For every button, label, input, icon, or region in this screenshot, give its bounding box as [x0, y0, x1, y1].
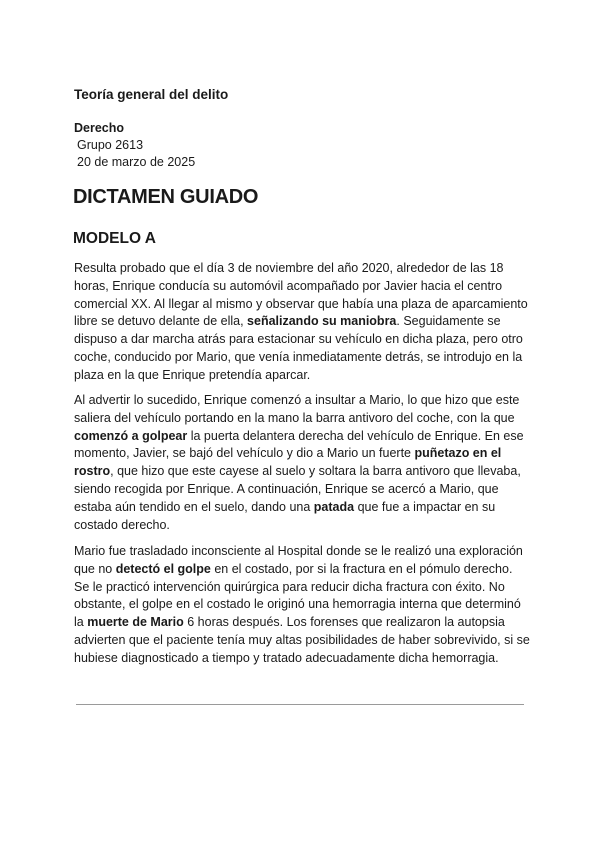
emphasis-text: detectó el golpe [115, 561, 211, 576]
paragraph-1 [74, 260, 530, 385]
subject-label: Derecho [74, 121, 125, 135]
course-title: Teoría general del delito [74, 87, 229, 102]
paragraph-text: Resulta probado que el día 3 de noviembre del año 2020, alrededor de las 18 horas, Enrique conducía su automóvil acompañado por Javier hacia el centro comercial XX. Al llegar al mismo y observar que había una plaza de aparcamiento libre se detuvo delante de ella, [74, 261, 528, 329]
emphasis-text: patada [313, 499, 355, 514]
emphasis-text: comenzó a golpear [74, 428, 188, 443]
model-title: MODELO A [73, 230, 156, 247]
paragraph-2 [74, 392, 530, 534]
paragraph-3 [74, 543, 530, 668]
document-title: DICTAMEN GUIADO [73, 186, 259, 208]
paragraph-text: que fue a impactar en su costado derecho. [74, 499, 496, 532]
group-label: Grupo 2613 [77, 138, 144, 152]
paragraph-text: . Seguidamente se dispuso a dar marcha atrás para estacionar su vehículo en dicha plaza, pero otro coche, conducido por Mario, que venía inmediatamente detrás, se introdujo en la plaza en la que Enrique pretendía aparcar. [74, 314, 523, 382]
paragraph-text: 6 horas después. Los forenses que realizaron la autopsia advierten que el paciente tenía muy altas posibilidades de haber sobrevivido, si se hubiese diagnosticado a tiempo y tratado adecuadamente dicha hemorragia. [74, 615, 530, 665]
emphasis-text: puñetazo en el rostro [74, 446, 502, 479]
paragraph-text: , que hizo que este cayese al suelo y soltara la barra antivoro que llevaba, siendo recogida por Enrique. A continuación, Enrique se acercó a Mario, que estaba aún tendido en el suelo, dando una [74, 464, 521, 514]
emphasis-text: muerte de Mario [87, 615, 184, 630]
paragraph-text: en el costado, por si la fractura en el pómulo derecho. Se le practicó intervención quirúrgica para reducir dicha fractura con éxito. No obstante, el golpe en el costado le originó una hemorragia interna que determinó la [74, 561, 521, 630]
date-label: 20 de marzo de 2025 [77, 155, 196, 169]
paragraph-text: Mario fue trasladado inconsciente al Hospital donde se le realizó una exploración que no [74, 544, 523, 576]
emphasis-text: señalizando su maniobra [247, 314, 397, 329]
section-divider [76, 704, 524, 705]
paragraph-text: la puerta delantera derecha del vehículo de Enrique. En ese momento, Javier, se bajó del vehículo y dio a Mario un fuerte [74, 428, 524, 461]
paragraph-text: Al advertir lo sucedido, Enrique comenzó a insultar a Mario, lo que hizo que este saliera del vehículo portando en la mano la barra antivoro del coche, con la que [74, 393, 520, 425]
document-meta [74, 120, 195, 171]
